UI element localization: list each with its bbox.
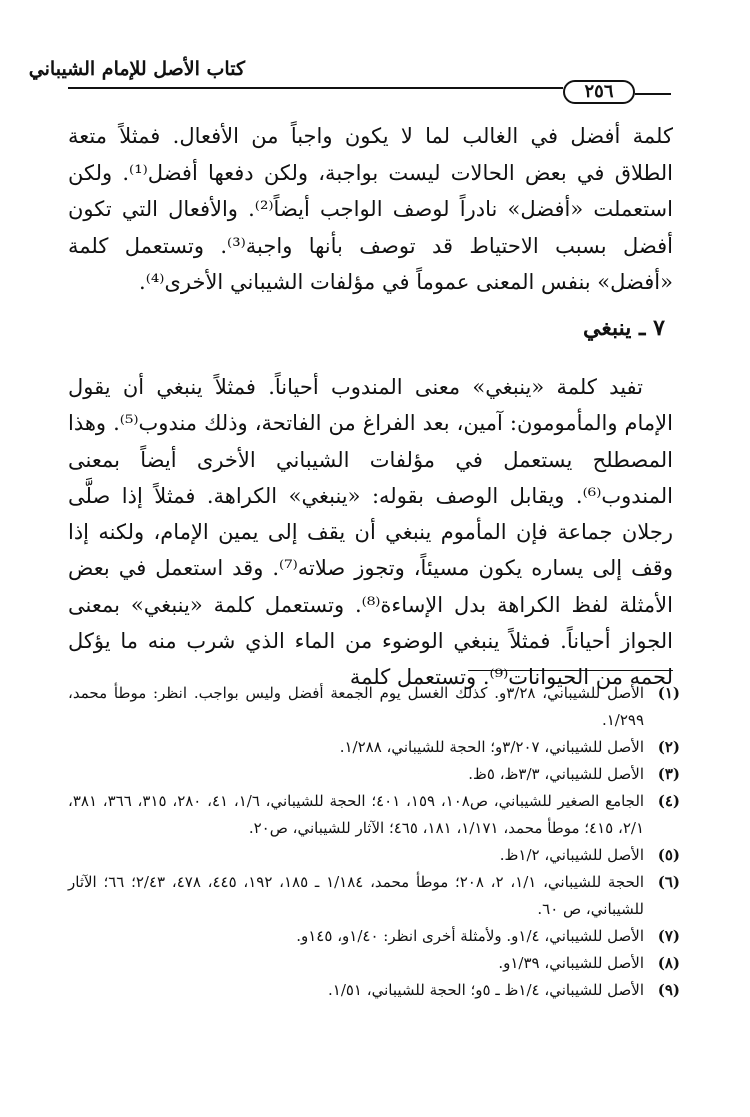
footnote-item [68,950,680,977]
paragraph-text: كلمة أفضل في الغالب لما لا يكون واجباً من الأفعال. فمثلاً متعة الطلاق في بعض الحالات ليست بواجبة، ولكن دفعها أفضل⁽¹⁾. ولكن استعملت «أفضل» نادراً لوصف الواجب أيضاً⁽²⁾. والأفعال التي تكون أفضل بسبب الاحتياط قد توصف بأنها واجبة⁽³⁾. وتستعمل كلمة «أفضل» بنفس المعنى عموماً في مؤلفات الشيباني الأخرى⁽⁴⁾. [68,124,673,295]
footnote-item [68,977,680,1004]
footnote-text: الأصل للشيباني، ١/٤و. ولأمثلة أخرى انظر: ١/٤٠و، ١٤٥و. [296,927,644,945]
footnote-text: الأصل للشيباني، ١/٤ظ ـ ٥و؛ الحجة للشيباني، ١/٥١. [327,981,644,999]
body-paragraph-1 [68,118,673,301]
footnote-text: الجامع الصغير للشيباني، ص١٠٨، ١٥٩، ٤٠١؛ الحجة للشيباني، ١/٦، ٤١، ٢٨٠، ٣١٥، ٣٦٦، ٣٨١، ٢/١، ٤١٥؛ موطأ محمد، ١/١٧١، ١٨١، ٤٦٥؛ الآثار للشيباني، ص٢٠. [68,792,645,837]
footnote-number: (٥) [657,846,680,864]
footnote-item [68,869,680,923]
footnote-text: الأصل للشيباني، ١/٢ظ. [499,846,644,864]
footnote-text: الأصل للشيباني، ٣/٢٨و. كذلك الغسل يوم الجمعة أفضل وليس بواجب. انظر: موطأ محمد، ١/٢٩٩. [68,684,644,729]
footnote-item [68,761,680,788]
header-rule-short [635,93,671,95]
footnote-number: (٨) [657,954,680,972]
footnote-item [68,734,680,761]
footnote-text: الحجة للشيباني، ١/١، ٢، ٢٠٨؛ موطأ محمد، ١/١٨٤ ـ ١٨٥، ١٩٢، ٤٤٥، ٤٧٨، ٢/٤٣؛ ٦٦؛ الآثار للشيباني، ص ٦٠. [68,873,645,918]
footnote-number: (٣) [657,765,680,783]
footnote-item [68,923,680,950]
footnote-number: (٤) [657,792,680,810]
section-heading: ٧ ـ ينبغي [583,315,665,341]
footnote-number: (٢) [657,738,680,756]
footnote-text: الأصل للشيباني، ٣/٢٠٧و؛ الحجة للشيباني، ١/٢٨٨. [339,738,644,756]
footnote-separator [468,670,673,671]
footnote-number: (٩) [657,981,680,999]
page-number: ٢٥٦ [563,80,635,104]
footnote-number: (١) [657,684,680,702]
footnotes [68,680,680,1004]
footnote-item [68,680,680,734]
footnote-number: (٧) [657,927,680,945]
paragraph-text: تفيد كلمة «ينبغي» معنى المندوب أحياناً. فمثلاً ينبغي أن يقول الإمام والمأمومون: آمين، بعد الفراغ من الفاتحة، وذلك مندوب⁽⁵⁾. وهذا المصطلح يستعمل في مؤلفات الشيباني الأخرى أيضاً بمعنى المندوب⁽⁶⁾. ويقابل الوصف بقوله: «ينبغي» الكراهة. فمثلاً إذا صلَّى رجلان جماعة فإن المأموم ينبغي أن يقف إلى يمين الإمام، ولكنه إذا وقف إلى يساره يكون مسيئاً، وتجوز صلاته⁽⁷⁾. وقد استعمل في بعض الأمثلة لفظ الكراهة بدل الإساءة⁽⁸⁾. وتستعمل كلمة «ينبغي» بمعنى الجواز أحياناً. فمثلاً ينبغي الوضوء من الماء الذي شرب منه ما يؤكل لحمه من الحيوانات⁽⁹⁾. وتستعمل كلمة [68,375,673,690]
footnote-text: الأصل للشيباني، ١/٣٩و. [498,954,644,972]
book-title: كتاب الأصل للإمام الشيباني [28,58,245,80]
body-paragraph-2 [68,369,673,696]
footnote-item [68,788,680,842]
footnote-number: (٦) [657,873,680,891]
footnote-item [68,842,680,869]
footnote-text: الأصل للشيباني، ٣/٣ظ، ٥ظ. [468,765,644,783]
header-rule [68,87,563,89]
